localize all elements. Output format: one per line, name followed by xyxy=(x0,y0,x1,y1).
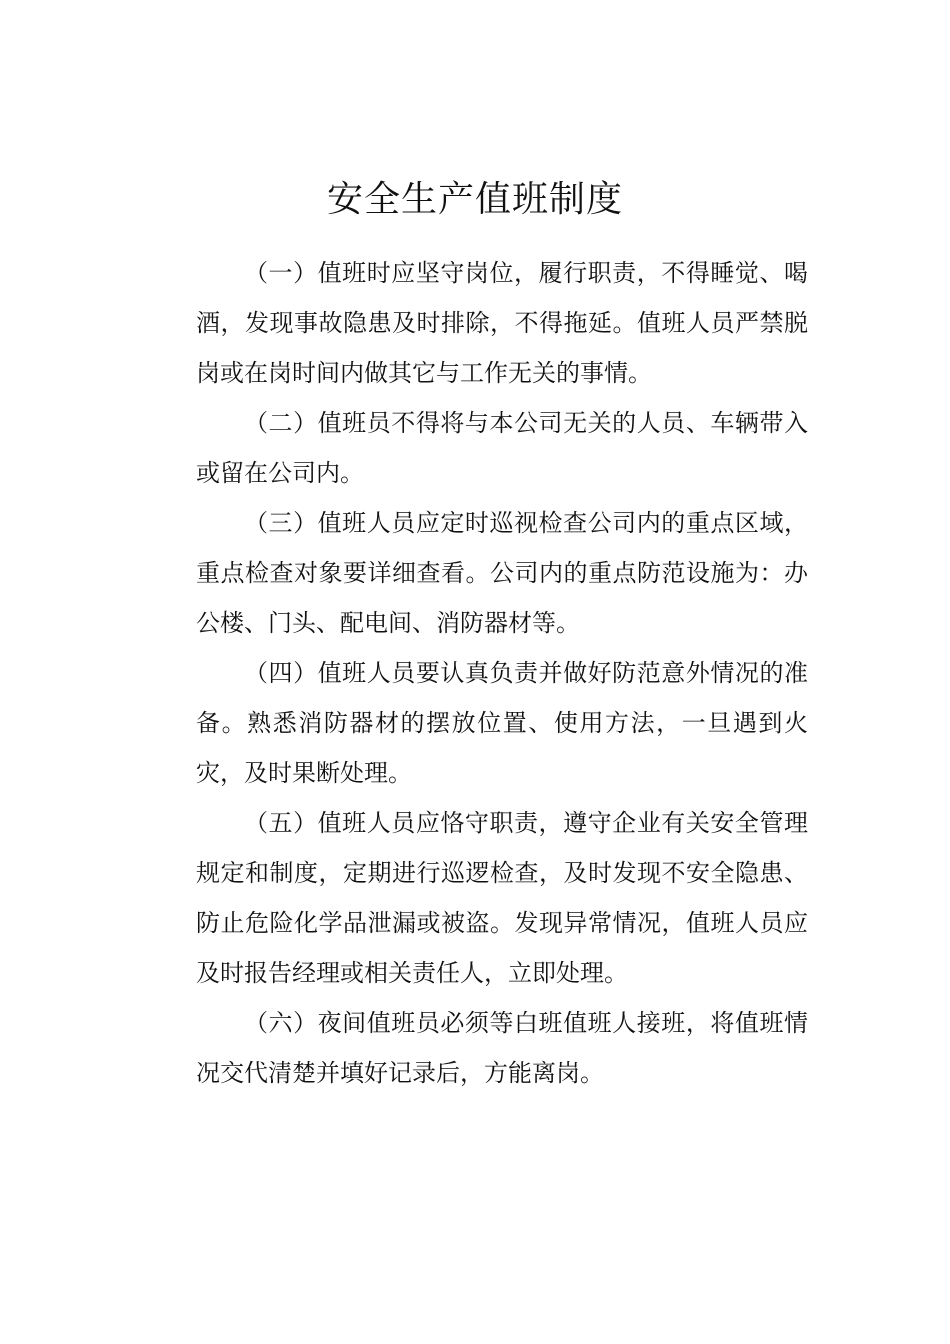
document-body xyxy=(196,248,808,1098)
paragraph-3: （三）值班人员应定时巡视检查公司内的重点区域，重点检查对象要详细查看。公司内的重点防范设施为：办公楼、门头、配电间、消防器材等。 xyxy=(196,509,808,637)
paragraph-2: （二）值班员不得将与本公司无关的人员、车辆带入或留在公司内。 xyxy=(196,409,808,487)
document-title: 安全生产值班制度 xyxy=(326,179,623,220)
paragraph-4: （四）值班人员要认真负责并做好防范意外情况的准备。熟悉消防器材的摆放位置、使用方法，一旦遇到火灾，及时果断处理。 xyxy=(196,659,808,787)
paragraph-1: （一）值班时应坚守岗位，履行职责，不得睡觉、喝酒，发现事故隐患及时排除，不得拖延。值班人员严禁脱岗或在岗时间内做其它与工作无关的事情。 xyxy=(196,259,808,387)
paragraph-5: （五）值班人员应恪守职责，遵守企业有关安全管理规定和制度，定期进行巡逻检查，及时发现不安全隐患、防止危险化学品泄漏或被盗。发现异常情况，值班人员应及时报告经理或相关责任人，立即处理。 xyxy=(196,809,808,987)
paragraph-6: （六）夜间值班员必须等白班值班人接班，将值班情况交代清楚并填好记录后，方能离岗。 xyxy=(196,1009,808,1087)
